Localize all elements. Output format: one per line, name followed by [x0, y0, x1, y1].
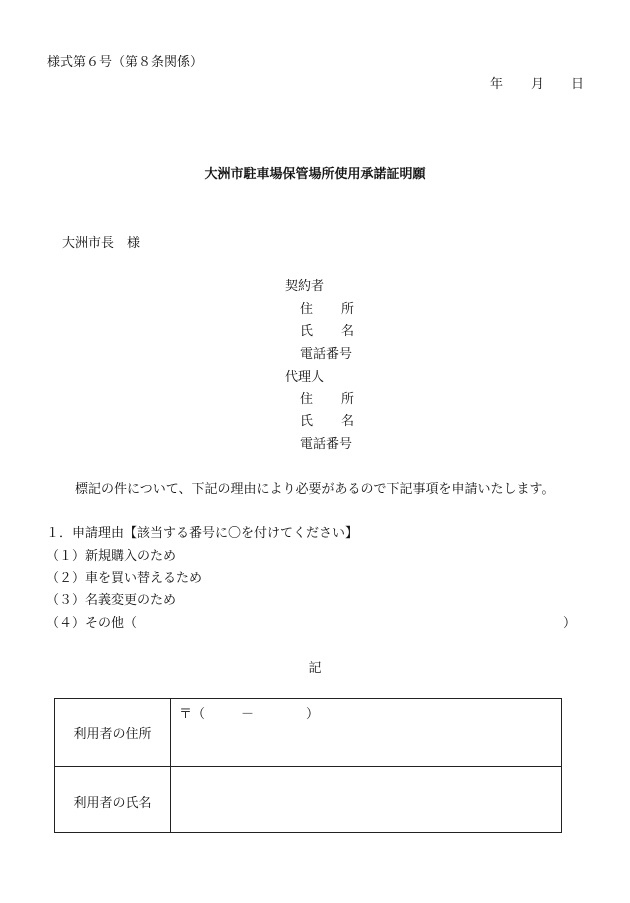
request-text: 標記の件について、下記の理由により必要があるので下記事項を申請いたします。 — [75, 482, 555, 497]
reason-item: （２）車を買い替えるため — [46, 571, 203, 586]
agent-heading: 代理人 — [285, 370, 325, 385]
user-address-label: 利用者の住所 — [73, 727, 152, 742]
date-year-label: 年 — [490, 77, 504, 92]
postal-mark: 〒（ — [179, 707, 206, 722]
agent-address-label: 住 所 — [300, 392, 354, 407]
contractor-name-label: 氏 名 — [300, 324, 354, 339]
contractor-address-label: 住 所 — [300, 302, 354, 317]
page-title: 大洲市駐車場保管場所使用承諾証明願 — [204, 167, 426, 182]
reason-item: （３）名義変更のため — [46, 593, 177, 608]
agent-name-label: 氏 名 — [300, 414, 354, 429]
table-divider — [55, 766, 561, 767]
form-number: 様式第６号（第８条関係） — [47, 55, 204, 70]
addressee: 大洲市長 様 — [62, 236, 141, 251]
contractor-phone-label: 電話番号 — [300, 347, 353, 362]
applicant-table — [54, 698, 562, 833]
agent-phone-label: 電話番号 — [300, 437, 353, 452]
user-name-label: 利用者の氏名 — [73, 796, 152, 811]
date-month-label: 月 — [531, 77, 545, 92]
postal-dash: － — [241, 707, 255, 722]
contractor-heading: 契約者 — [285, 279, 325, 294]
reason-item-other: （４）その他（ — [46, 616, 138, 631]
postal-close: ） — [306, 707, 320, 722]
reason-item: （１）新規購入のため — [46, 549, 177, 564]
ki-heading: 記 — [308, 661, 322, 676]
reason-other-close: ） — [563, 616, 577, 631]
date-day-label: 日 — [571, 77, 585, 92]
reasons-heading: １．申請理由【該当する番号に〇を付けてください】 — [46, 526, 359, 541]
